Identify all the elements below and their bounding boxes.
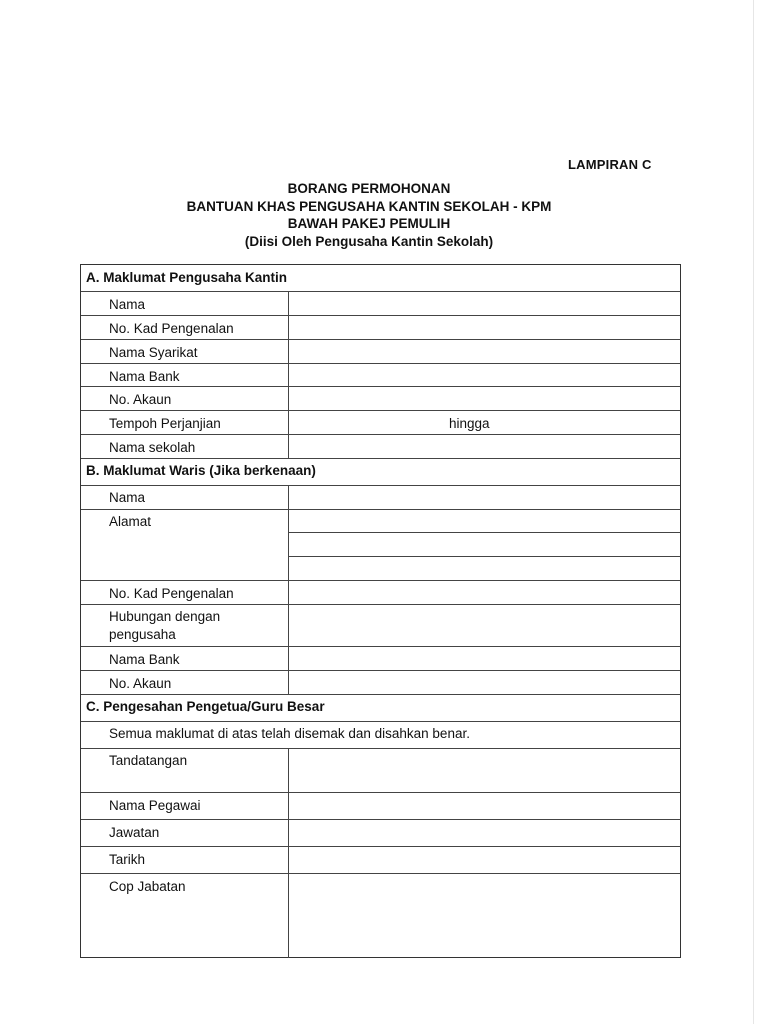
row-divider [81, 873, 680, 874]
row-divider [81, 846, 680, 847]
label-a-nama-bank: Nama Bank [109, 369, 180, 384]
label-a-no-akaun: No. Akaun [109, 392, 172, 407]
tempoh-hingga-separator: hingga [449, 416, 490, 431]
label-c-jawatan: Jawatan [109, 825, 160, 840]
form-title-line-1: BORANG PERMOHONAN [287, 181, 451, 196]
row-divider [81, 315, 680, 316]
section-b-heading: B. Maklumat Waris (Jika berkenaan) [86, 463, 316, 478]
row-divider [81, 694, 680, 695]
label-c-nama-pegawai: Nama Pegawai [109, 798, 201, 813]
row-divider [81, 410, 680, 411]
verification-statement: Semua maklumat di atas telah disemak dan disahkan benar. [109, 726, 470, 741]
section-c-heading: C. Pengesahan Pengetua/Guru Besar [86, 699, 325, 714]
row-divider [81, 819, 680, 820]
label-c-cop-jabatan: Cop Jabatan [109, 879, 186, 894]
address-line-divider [288, 556, 680, 557]
row-divider [81, 580, 680, 581]
appendix-label: LAMPIRAN C [568, 157, 652, 172]
label-a-nama: Nama [109, 297, 146, 312]
label-b-nama: Nama [109, 490, 146, 505]
row-divider [81, 721, 680, 722]
row-divider [81, 386, 680, 387]
row-divider [81, 485, 680, 486]
row-divider [81, 363, 680, 364]
label-c-tandatangan: Tandatangan [109, 753, 188, 768]
row-divider [81, 291, 680, 292]
form-title-line-3: BAWAH PAKEJ PEMULIH [287, 216, 451, 231]
label-a-nama-syarikat: Nama Syarikat [109, 345, 198, 360]
row-divider [81, 604, 680, 605]
application-form-table [80, 264, 681, 958]
section-a-heading: A. Maklumat Pengusaha Kantin [86, 270, 288, 285]
label-a-nama-sekolah: Nama sekolah [109, 440, 196, 455]
row-divider [81, 339, 680, 340]
page-edge [753, 0, 754, 1024]
row-divider [81, 434, 680, 435]
row-divider [81, 792, 680, 793]
row-divider [81, 646, 680, 647]
section-c-column-divider [288, 748, 289, 958]
label-b-no-akaun: No. Akaun [109, 676, 172, 691]
address-line-divider [288, 532, 680, 533]
label-b-no-kad-pengenalan: No. Kad Pengenalan [109, 586, 234, 601]
label-b-alamat: Alamat [109, 514, 152, 529]
form-title-line-4: (Diisi Oleh Pengusaha Kantin Sekolah) [244, 233, 494, 249]
label-b-nama-bank: Nama Bank [109, 652, 180, 667]
label-a-no-kad-pengenalan: No. Kad Pengenalan [109, 321, 234, 336]
label-a-tempoh-perjanjian: Tempoh Perjanjian [109, 416, 221, 431]
label-c-tarikh: Tarikh [109, 852, 146, 867]
form-title-line-2: BANTUAN KHAS PENGUSAHA KANTIN SEKOLAH - KPM [186, 198, 552, 214]
section-b-column-divider [288, 485, 289, 694]
label-b-hubungan-dengan-pengusaha: Hubungan dengan pengusaha [109, 609, 221, 642]
section-a-column-divider [288, 291, 289, 458]
row-divider [81, 458, 680, 459]
row-divider [81, 509, 680, 510]
row-divider [81, 748, 680, 749]
row-divider [81, 670, 680, 671]
